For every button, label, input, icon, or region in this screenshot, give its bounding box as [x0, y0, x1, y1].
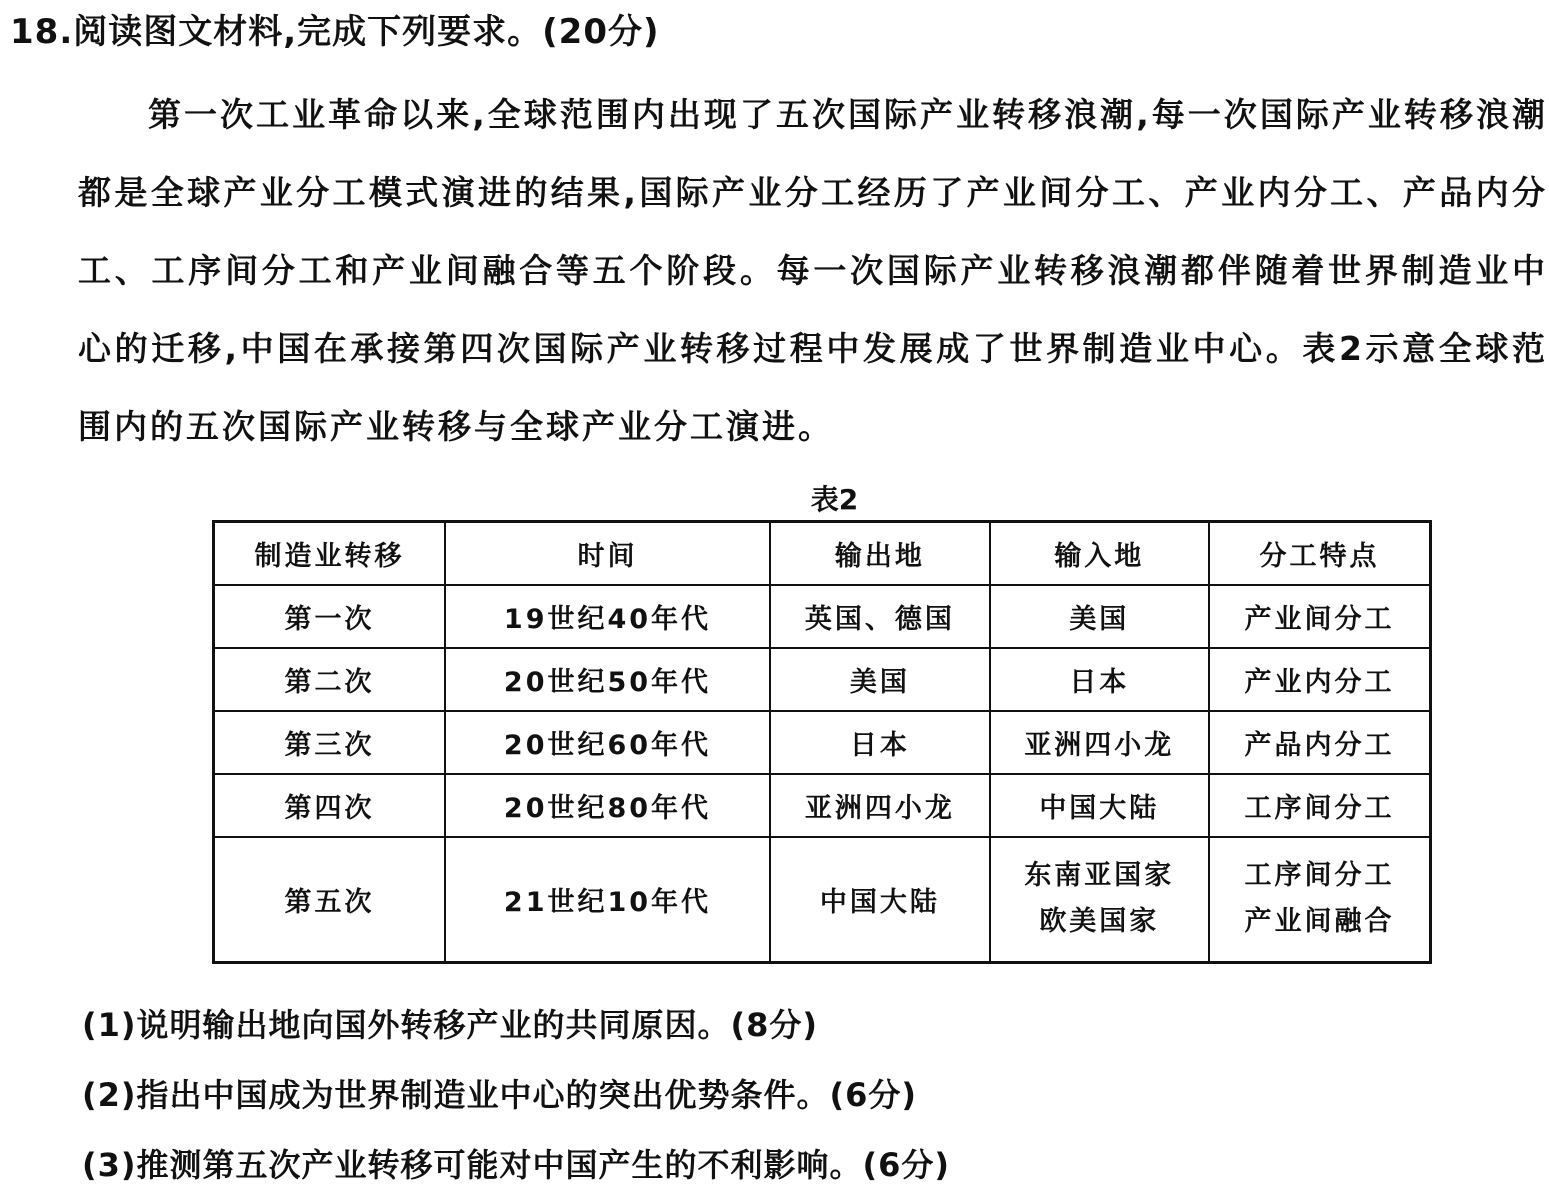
cell-time: 21世纪10年代 [445, 837, 770, 963]
cell-source: 亚洲四小龙 [770, 774, 990, 837]
cell-destination: 日本 [990, 648, 1209, 711]
cell-source: 中国大陆 [770, 837, 990, 963]
cell-source: 英国、德国 [770, 585, 990, 648]
question-title: 18.阅读图文材料,完成下列要求。(20分) [10, 12, 660, 52]
cell-transfer: 第一次 [214, 585, 445, 648]
table-header-row [214, 522, 1431, 585]
cell-transfer: 第二次 [214, 648, 445, 711]
cell-feature-line: 工序间分工 [1244, 860, 1395, 892]
cell-destination [990, 837, 1209, 963]
header-time: 时间 [445, 522, 770, 585]
cell-time: 20世纪80年代 [445, 774, 770, 837]
table-row [214, 774, 1431, 837]
cell-time: 19世纪40年代 [445, 585, 770, 648]
cell-feature: 工序间分工 [1209, 774, 1430, 837]
table-caption: 表2 [810, 483, 859, 516]
header-source: 输出地 [770, 522, 990, 585]
header-transfer: 制造业转移 [214, 522, 445, 585]
cell-destination: 中国大陆 [990, 774, 1209, 837]
cell-time: 20世纪60年代 [445, 711, 770, 774]
table-row [214, 585, 1431, 648]
cell-destination: 美国 [990, 585, 1209, 648]
subquestion-1: (1)说明输出地向国外转移产业的共同原因。(8分) [82, 1006, 819, 1044]
cell-destination-line: 欧美国家 [1039, 906, 1160, 938]
header-feature: 分工特点 [1209, 522, 1430, 585]
header-destination: 输入地 [990, 522, 1209, 585]
table-row [214, 648, 1431, 711]
cell-source: 日本 [770, 711, 990, 774]
cell-transfer: 第四次 [214, 774, 445, 837]
cell-destination: 亚洲四小龙 [990, 711, 1209, 774]
table-row [214, 711, 1431, 774]
transfer-table [212, 520, 1432, 964]
table-row [214, 837, 1431, 963]
cell-transfer: 第三次 [214, 711, 445, 774]
cell-feature: 产品内分工 [1209, 711, 1430, 774]
cell-transfer: 第五次 [214, 837, 445, 963]
cell-feature [1209, 837, 1430, 963]
cell-time: 20世纪50年代 [445, 648, 770, 711]
cell-feature: 产业内分工 [1209, 648, 1430, 711]
cell-feature-line: 产业间融合 [1244, 906, 1395, 938]
subquestion-2: (2)指出中国成为世界制造业中心的突出优势条件。(6分) [82, 1076, 918, 1114]
subquestion-3: (3)推测第五次产业转移可能对中国产生的不利影响。(6分) [82, 1146, 951, 1184]
cell-source: 美国 [770, 648, 990, 711]
cell-destination-line: 东南亚国家 [1024, 860, 1175, 892]
cell-feature: 产业间分工 [1209, 585, 1430, 648]
material-paragraph: 第一次工业革命以来,全球范围内出现了五次国际产业转移浪潮,每一次国际产业转移浪潮都是全球产业分工模式演进的结果,国际产业分工经历了产业间分工、产业内分工、产品内分工、工序间分工和产业间融合等五个阶段。每一次国际产业转移浪潮都伴随着世界制造业中心的迁移,中国在承接第四次国际产业转移过程中发展成了世界制造业中心。表2示意全球范围内的五次国际产业转移与全球产业分工演进。 [78, 95, 1548, 446]
